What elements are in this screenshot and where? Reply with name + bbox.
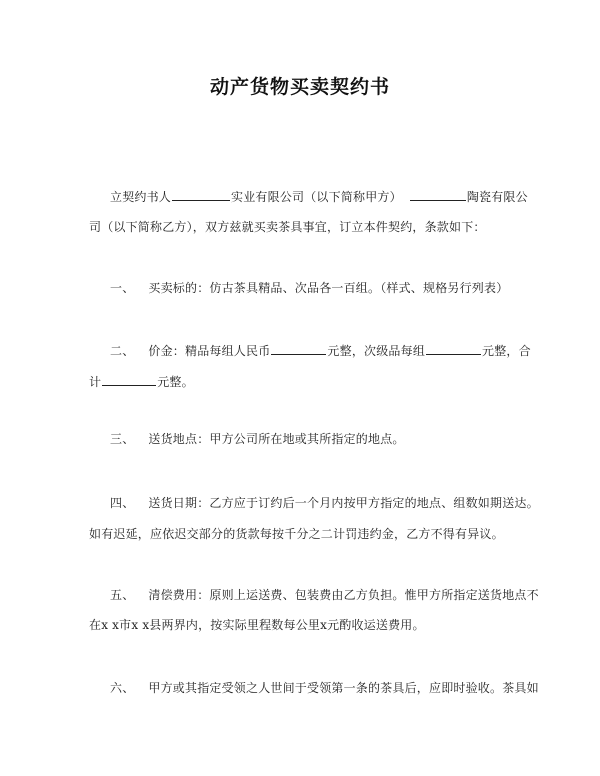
clause-2-text-a: 价金：精品每组人民币 (148, 344, 271, 358)
clause-2-line-1 (110, 342, 550, 359)
clause-3 (110, 431, 550, 447)
blank-field-total (102, 373, 156, 386)
clause-4-number: 四、 (110, 496, 135, 510)
intro-text-b: 实业有限公司（以下简称甲方） (231, 190, 402, 204)
clause-3-number: 三、 (110, 432, 135, 446)
clause-5-line-2: 在x x市x x县两界内，按实际里程数每公里x元酌收运送费用。 (89, 618, 425, 632)
clause-4-line-1 (110, 495, 550, 511)
blank-field-premium-price (271, 342, 326, 355)
clause-4-text: 送货日期：乙方应于订约后一个月内按甲方指定的地点、组数如期送达。 (148, 496, 539, 510)
blank-field-party-a (172, 188, 230, 201)
blank-field-party-b (410, 188, 466, 201)
intro-line-2: 司（以下简称乙方），双方兹就买卖茶具事宜，订立本件契约，条款如下： (89, 220, 486, 234)
clause-6-number: 六、 (110, 681, 135, 695)
clause-5-number: 五、 (110, 588, 135, 602)
clause-1 (110, 280, 550, 296)
clause-2-line-2 (89, 373, 529, 390)
intro-text-a: 立契约书人 (110, 190, 172, 204)
intro-line-1 (110, 188, 550, 205)
clause-2-line2-a: 计 (89, 375, 102, 389)
clause-5-line-1 (110, 587, 550, 603)
document-title: 动产货物买卖契约书 (209, 76, 390, 98)
clause-6-text: 甲方或其指定受领之人世间于受领第一条的茶具后，应即时验收。茶具如 (148, 681, 539, 695)
clause-1-text: 买卖标的：仿古茶具精品、次品各一百组。（样式、规格另行列表） (148, 281, 509, 295)
clause-2-number: 二、 (110, 344, 135, 358)
clause-1-number: 一、 (110, 281, 135, 295)
clause-2-text-b: 元整，次级品每组 (327, 344, 426, 358)
clause-2-text-c: 元整，合 (482, 344, 531, 358)
blank-field-secondary-price (426, 342, 481, 355)
clause-2-line2-b: 元整。 (157, 375, 194, 389)
clause-3-text: 送货地点：甲方公司所在地或其所指定的地点。 (148, 432, 405, 446)
clause-5-text: 清偿费用：原则上运送费、包装费由乙方负担。惟甲方所指定送货地点不 (148, 588, 539, 602)
clause-4-line-2: 如有迟延，应依迟交部分的货款每按千分之二计罚违约金，乙方不得有异议。 (89, 527, 504, 541)
intro-text-c: 陶瓷有限公 (466, 190, 528, 204)
clause-6-line-1 (110, 680, 550, 696)
